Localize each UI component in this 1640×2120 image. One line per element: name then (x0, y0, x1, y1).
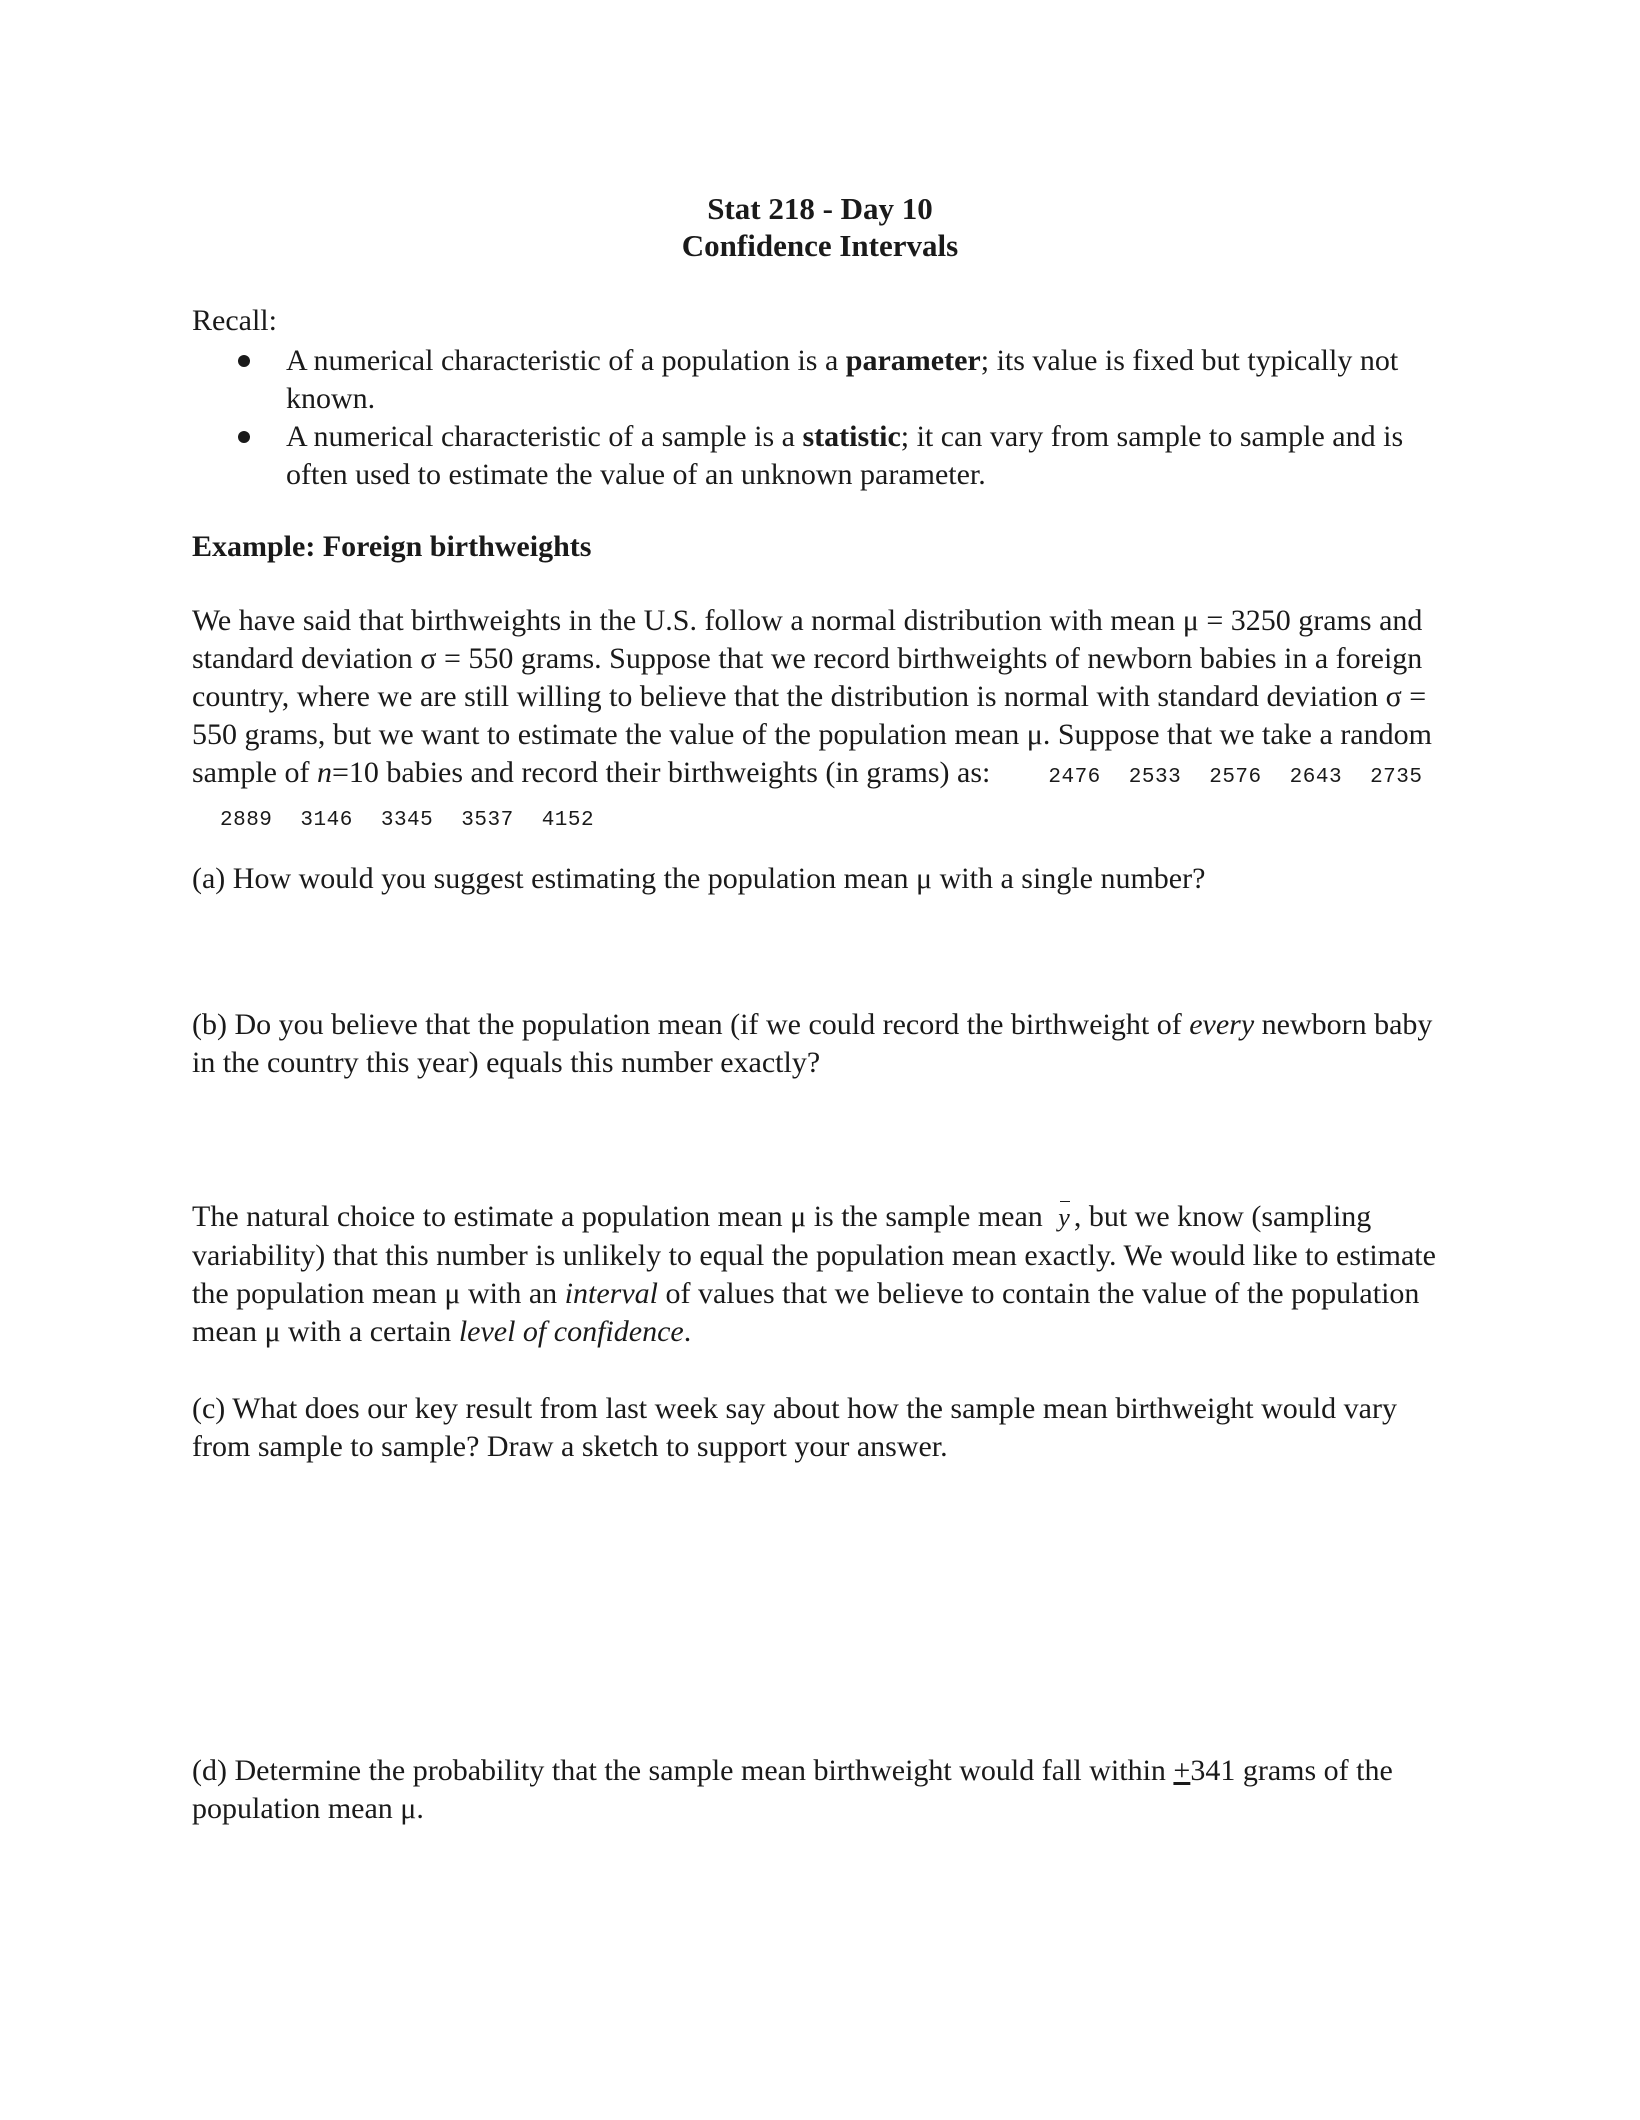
data-value: 2533 (1128, 766, 1182, 789)
recall-label: Recall: (192, 304, 277, 337)
example-paragraph: We have said that birthweights in the U.S. follow a normal distribution with mean μ = 3250 grams and standard deviation σ = 550 grams. Suppose that we record birthweights of newborn babies in a foreign country, where we are still willing to believe that the distribution is normal with standard deviation σ = 550 grams, but we want to estimate the value of the population mean μ. Suppose that we take a random sample of n=10 babies and record their birthweights (in grams) as: 2476 2533 2576 2643 27352889 3146 3345 3537 4152 (192, 602, 1452, 840)
title-line-course: Stat 218 - Day 10 (707, 191, 933, 226)
interval-paragraph: The natural choice to estimate a population mean μ is the sample mean y , but we know (sampling variability) that this number is unlikely to equal the population mean exactly. We would like to estimate the population mean μ with an interval of values that we believe to contain the value of the population mean μ with a certain level of confidence. (192, 1200, 1436, 1348)
plus-minus-symbol: + (1173, 1754, 1191, 1787)
sample-size-variable: n (316, 756, 332, 789)
data-value: 4152 (541, 809, 595, 832)
bullet-icon (238, 355, 250, 367)
page-title (0, 190, 1640, 264)
question-b: (b) Do you believe that the population mean (if we could record the birthweight of every newborn baby in the country this year) equals this number exactly? (192, 1008, 1433, 1079)
recall-bullet-parameter: A numerical characteristic of a population is a parameter; its value is fixed but typically not known. (232, 342, 1452, 418)
title-line-topic: Confidence Intervals (681, 228, 959, 263)
data-value: 3537 (461, 809, 514, 832)
data-value: 3146 (300, 809, 353, 832)
bullet-icon (238, 431, 250, 443)
question-d: (d) Determine the probability that the sample mean birthweight would fall within +341 grams of the population mean μ. (192, 1754, 1393, 1825)
data-value: 3345 (380, 809, 434, 832)
question-c: (c) What does our key result from last week say about how the sample mean birthweight would vary from sample to sample? Draw a sketch to support your answer. (192, 1392, 1397, 1463)
question-a: (a) How would you suggest estimating the population mean μ with a single number? (192, 862, 1206, 895)
data-value: 2576 (1209, 766, 1262, 789)
data-value: 2476 (1048, 766, 1101, 789)
data-value: 2643 (1289, 766, 1343, 789)
example-heading: Example: Foreign birthweights (192, 530, 592, 563)
data-value: 2889 (220, 809, 273, 832)
data-value: 2735 (1370, 766, 1423, 789)
recall-bullet-statistic: A numerical characteristic of a sample is a statistic; it can vary from sample to sample and is often used to estimate the value of an unknown parameter. (232, 418, 1452, 494)
recall-list (232, 342, 1452, 494)
sample-mean-symbol: y (1058, 1199, 1070, 1237)
